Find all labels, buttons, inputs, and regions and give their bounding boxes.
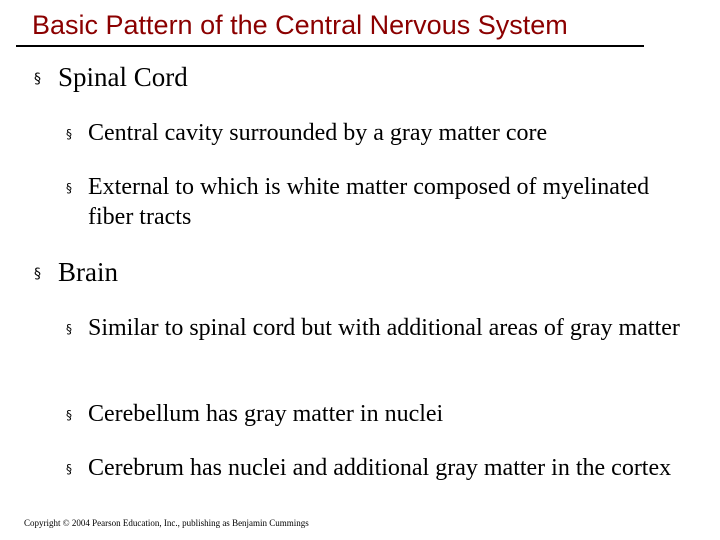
bullet-text: Similar to spinal cord but with additional areas of gray matter [88,315,680,341]
square-bullet-icon: § [66,462,72,476]
sub-bullet-central-cavity [66,118,686,148]
bullet-brain [34,257,118,288]
bullet-text: Cerebellum has gray matter in nuclei [88,401,444,427]
title-underline [16,45,644,47]
square-bullet-icon: § [34,71,41,87]
bullet-text: External to which is white matter composed of myelinated fiber tracts [88,174,650,230]
square-bullet-icon: § [66,127,72,141]
sub-bullet-white-matter [66,172,656,232]
bullet-text: Central cavity surrounded by a gray matter core [88,120,548,146]
square-bullet-icon: § [66,322,72,336]
bullet-text: Brain [58,257,118,287]
sub-bullet-similar [66,313,686,343]
bullet-spinal-cord [34,62,188,93]
slide-title: Basic Pattern of the Central Nervous System [32,10,568,40]
bullet-text: Cerebrum has nuclei and additional gray matter in the cortex [88,455,672,481]
sub-bullet-cerebrum [66,453,696,483]
copyright-notice: Copyright © 2004 Pearson Education, Inc., publishing as Benjamin Cummings [24,518,309,528]
square-bullet-icon: § [66,181,72,195]
square-bullet-icon: § [34,266,41,282]
square-bullet-icon: § [66,408,72,422]
bullet-text: Spinal Cord [58,62,188,92]
sub-bullet-cerebellum [66,399,686,429]
